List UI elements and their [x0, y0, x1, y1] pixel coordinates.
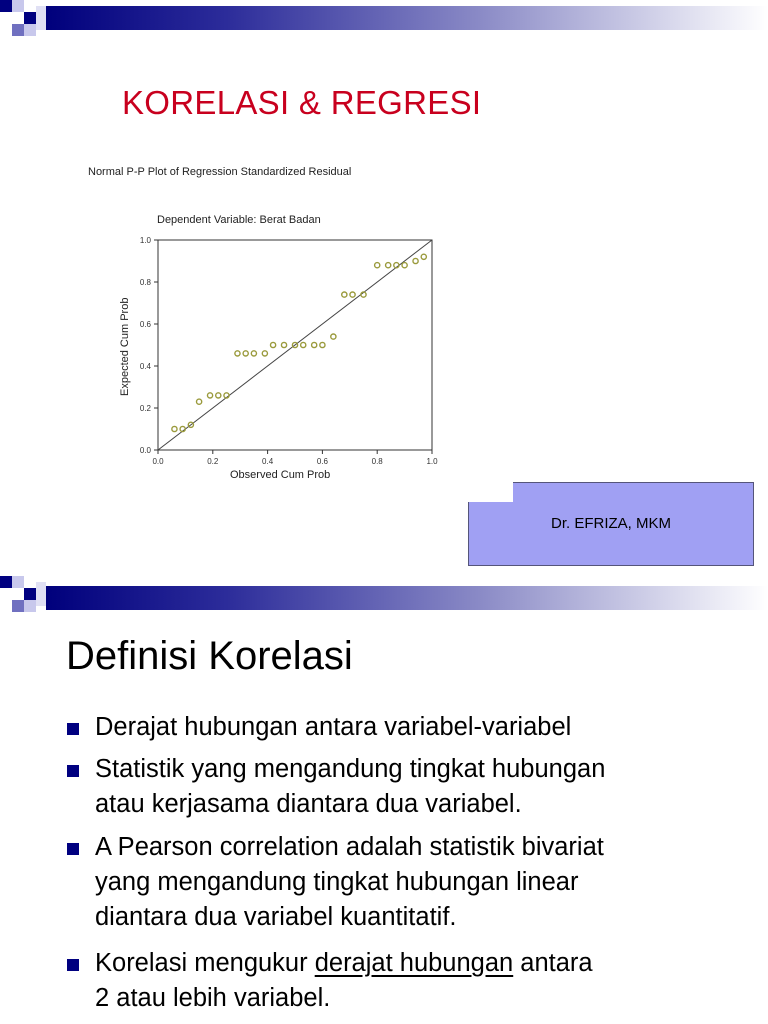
data-point [342, 292, 347, 297]
data-point [197, 399, 202, 404]
x-axis-label: Observed Cum Prob [230, 469, 331, 481]
square-bullet-icon [67, 843, 79, 855]
x-tick-label: 0.0 [152, 457, 164, 466]
data-point [207, 393, 212, 398]
data-point [413, 258, 418, 263]
section-title: Definisi Korelasi [66, 634, 353, 678]
bullet-line: Derajat hubungan antara variabel-variabel [95, 713, 572, 741]
bullet-line: yang mengandung tingkat hubungan linear [95, 868, 579, 896]
data-point [312, 342, 317, 347]
data-point [235, 351, 240, 356]
data-point [386, 263, 391, 268]
y-tick-label: 1.0 [139, 236, 151, 245]
slide-definition [0, 572, 768, 1024]
author-name: Dr. EFRIZA, MKM [551, 515, 671, 532]
data-point [262, 351, 267, 356]
data-point [243, 351, 248, 356]
bullet-line: Statistik yang mengandung tingkat hubungan [95, 755, 606, 783]
pp-plot-chart [80, 158, 460, 488]
y-tick-label: 0.0 [139, 446, 151, 455]
bullet-line: A Pearson correlation adalah statistik bivariat [95, 833, 604, 861]
y-tick-label: 0.8 [139, 278, 151, 287]
x-tick-label: 0.4 [262, 457, 274, 466]
bullet-text: Korelasi mengukur [95, 949, 315, 977]
x-tick-label: 1.0 [426, 457, 438, 466]
data-point [270, 342, 275, 347]
bullet-line: 2 atau lebih variabel. [95, 984, 331, 1012]
x-tick-label: 0.6 [316, 457, 328, 466]
underlined-term: derajat hubungan [314, 949, 514, 977]
y-tick-label: 0.4 [139, 362, 151, 371]
x-tick-label: 0.8 [371, 457, 383, 466]
data-point [216, 393, 221, 398]
author-box [468, 482, 754, 566]
chart-title: Normal P-P Plot of Regression Standardized Residual [88, 166, 352, 178]
bullet-line: atau kerjasama diantara dua variabel. [95, 790, 522, 818]
square-bullet-icon [67, 723, 79, 735]
data-point [331, 334, 336, 339]
y-tick-label: 0.2 [139, 404, 151, 413]
chart-subtitle: Dependent Variable: Berat Badan [157, 214, 321, 226]
data-point [281, 342, 286, 347]
data-point [172, 426, 177, 431]
y-tick-label: 0.6 [139, 320, 151, 329]
x-tick-label: 0.2 [207, 457, 219, 466]
data-point [421, 254, 426, 259]
y-axis-label: Expected Cum Prob [119, 297, 131, 396]
bullet-text: antara [513, 949, 593, 977]
square-bullet-icon [67, 959, 79, 971]
bullet-line: diantara dua variabel kuantitatif. [95, 903, 457, 931]
plot-area [140, 236, 438, 466]
square-bullet-icon [67, 765, 79, 777]
data-point [301, 342, 306, 347]
reference-line [158, 240, 432, 450]
presentation-title: KORELASI & REGRESI [122, 84, 482, 121]
data-point [350, 292, 355, 297]
data-point [402, 263, 407, 268]
data-point [375, 263, 380, 268]
data-point [251, 351, 256, 356]
data-point [320, 342, 325, 347]
